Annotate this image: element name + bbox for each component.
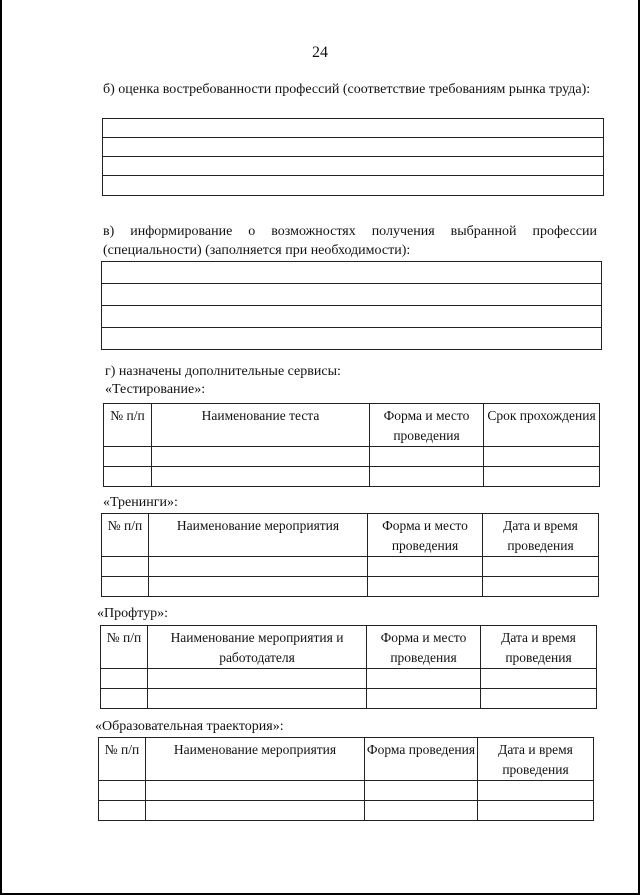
table-cell[interactable] (365, 801, 478, 821)
table-cell[interactable] (99, 801, 146, 821)
table-cell[interactable] (102, 577, 149, 597)
table-cell[interactable] (478, 801, 594, 821)
answer-line (102, 262, 601, 284)
column-header-number: № п/п (99, 738, 146, 781)
answer-line (103, 138, 603, 157)
table-cell[interactable] (101, 669, 148, 689)
table-cell[interactable] (478, 781, 594, 801)
table-cell[interactable] (99, 781, 146, 801)
column-header-name: Наименование мероприятия и работодателя (148, 626, 367, 669)
column-header-datetime: Дата и время проведения (481, 626, 597, 669)
table-row (101, 689, 597, 709)
table-cell[interactable] (481, 669, 597, 689)
table-cell[interactable] (484, 447, 600, 467)
answer-line (102, 328, 601, 350)
table-cell[interactable] (149, 557, 368, 577)
table-row (104, 467, 600, 487)
column-header-number: № п/п (101, 626, 148, 669)
column-header-name: Наименование мероприятия (146, 738, 365, 781)
table-cell[interactable] (481, 689, 597, 709)
table-header-row (104, 404, 600, 447)
table-row (99, 781, 594, 801)
table-cell[interactable] (149, 577, 368, 597)
table-cell[interactable] (370, 447, 484, 467)
table-header-row (99, 738, 594, 781)
table-header-row (101, 626, 597, 669)
column-header-form-place: Форма и место проведения (368, 514, 483, 557)
testing-table (103, 403, 600, 487)
column-header-datetime: Дата и время проведения (478, 738, 594, 781)
answer-line (103, 119, 603, 138)
column-header-form: Форма проведения (365, 738, 478, 781)
table-cell[interactable] (365, 781, 478, 801)
table-cell[interactable] (102, 557, 149, 577)
table-cell[interactable] (368, 577, 483, 597)
table-cell[interactable] (104, 447, 152, 467)
column-header-number: № п/п (102, 514, 149, 557)
trainings-table (101, 513, 599, 597)
table-row (104, 447, 600, 467)
section-g-text: г) назначены дополнительные сервисы: (105, 364, 341, 379)
table-row (102, 577, 599, 597)
edu-path-title: «Образовательная траектория»: (95, 719, 284, 734)
table-cell[interactable] (370, 467, 484, 487)
section-v-answer-box[interactable] (101, 261, 602, 350)
testing-title: «Тестирование»: (105, 382, 206, 397)
table-row (101, 669, 597, 689)
table-row (99, 801, 594, 821)
table-cell[interactable] (101, 689, 148, 709)
table-row (102, 557, 599, 577)
table-cell[interactable] (483, 557, 599, 577)
column-header-datetime: Дата и время проведения (483, 514, 599, 557)
table-cell[interactable] (148, 689, 367, 709)
table-cell[interactable] (367, 689, 481, 709)
table-cell[interactable] (148, 669, 367, 689)
answer-line (102, 306, 601, 328)
answer-line (102, 284, 601, 306)
proftour-title: «Профтур»: (97, 606, 169, 621)
page-number: 24 (312, 44, 328, 61)
column-header-number: № п/п (104, 404, 152, 447)
column-header-form-place: Форма и место проведения (367, 626, 481, 669)
edu-path-table (98, 737, 594, 821)
section-b-answer-box[interactable] (102, 118, 604, 196)
table-cell[interactable] (368, 557, 483, 577)
column-header-form-place: Форма и место проведения (370, 404, 484, 447)
table-cell[interactable] (152, 467, 370, 487)
column-header-name: Наименование теста (152, 404, 370, 447)
table-header-row (102, 514, 599, 557)
section-b-text: б) оценка востребованности профессий (соответствие требованиям рынка труда): (103, 82, 591, 97)
trainings-title: «Тренинги»: (103, 495, 178, 510)
table-cell[interactable] (146, 801, 365, 821)
answer-line (103, 176, 603, 195)
table-cell[interactable] (484, 467, 600, 487)
proftour-table (100, 625, 597, 709)
table-cell[interactable] (146, 781, 365, 801)
table-cell[interactable] (483, 577, 599, 597)
column-header-name: Наименование мероприятия (149, 514, 368, 557)
table-cell[interactable] (152, 447, 370, 467)
table-cell[interactable] (104, 467, 152, 487)
answer-line (103, 157, 603, 176)
column-header-deadline: Срок прохождения (484, 404, 600, 447)
table-cell[interactable] (367, 669, 481, 689)
section-v-text: в) информирование о возможностях получения выбранной профессии (специальности) (заполняется при необходимости): (103, 224, 597, 258)
